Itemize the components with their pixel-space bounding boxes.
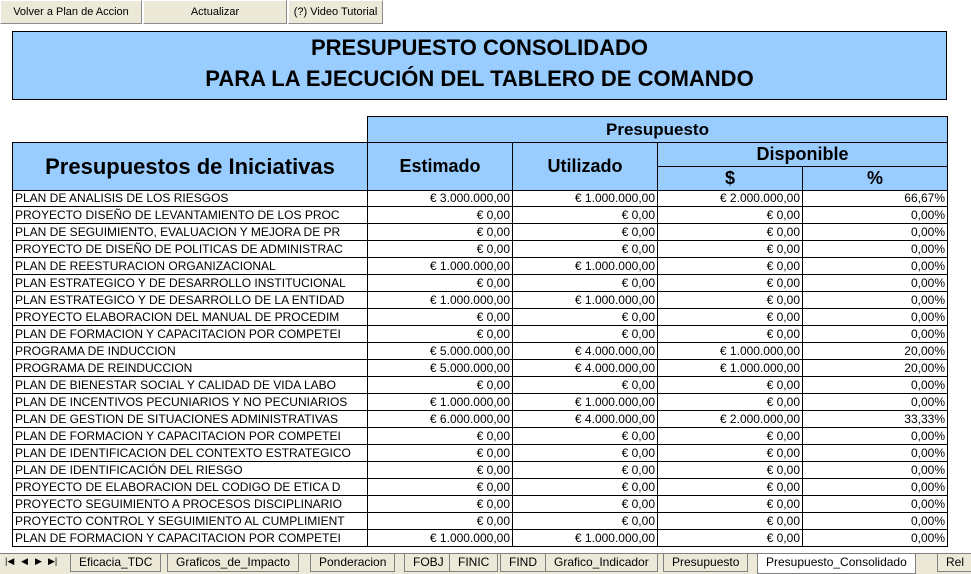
initiative-name-cell[interactable]: PROGRAMA DE REINDUCCION xyxy=(12,360,368,377)
used-cell[interactable]: € 1.000.000,00 xyxy=(513,530,658,547)
used-cell[interactable]: € 4.000.000,00 xyxy=(513,343,658,360)
initiative-name-cell[interactable]: PLAN ESTRATEGICO Y DE DESARROLLO DE LA ENTIDAD xyxy=(12,292,368,309)
estimated-cell[interactable]: € 0,00 xyxy=(368,479,513,496)
available-percent-cell[interactable]: 33,33% xyxy=(803,411,948,428)
estimated-cell[interactable]: € 0,00 xyxy=(368,224,513,241)
initiative-name-cell[interactable]: PLAN DE FORMACION Y CAPACITACION POR COMPETEI xyxy=(12,530,368,547)
table-row xyxy=(12,360,948,377)
used-cell[interactable]: € 0,00 xyxy=(513,496,658,513)
initiative-name-cell[interactable]: PLAN DE BIENESTAR SOCIAL Y CALIDAD DE VIDA LABO xyxy=(12,377,368,394)
available-percent-cell[interactable]: 0,00% xyxy=(803,258,948,275)
estimated-cell[interactable]: € 1.000.000,00 xyxy=(368,394,513,411)
estimated-cell[interactable]: € 1.000.000,00 xyxy=(368,258,513,275)
sheet-tab[interactable]: Presupuesto xyxy=(663,554,748,572)
estimated-cell[interactable]: € 0,00 xyxy=(368,326,513,343)
available-percent-cell[interactable]: 0,00% xyxy=(803,309,948,326)
available-amount-cell[interactable]: € 2.000.000,00 xyxy=(658,190,803,207)
sheet-tab-bar xyxy=(0,553,971,574)
budget-table xyxy=(12,190,948,547)
available-amount-cell[interactable]: € 0,00 xyxy=(658,428,803,445)
estimated-cell[interactable]: € 0,00 xyxy=(368,496,513,513)
initiative-name-cell[interactable]: PROYECTO DISEÑO DE LEVANTAMIENTO DE LOS PROC xyxy=(12,207,368,224)
initiative-name-cell[interactable]: PLAN DE REESTURACION ORGANIZACIONAL xyxy=(12,258,368,275)
estimated-cell[interactable]: € 0,00 xyxy=(368,309,513,326)
used-cell[interactable]: € 4.000.000,00 xyxy=(513,360,658,377)
available-percent-cell[interactable]: 0,00% xyxy=(803,513,948,530)
available-percent-cell[interactable]: 66,67% xyxy=(803,190,948,207)
available-percent-cell[interactable]: 0,00% xyxy=(803,496,948,513)
available-amount-cell[interactable]: € 0,00 xyxy=(658,224,803,241)
available-amount-cell[interactable]: € 0,00 xyxy=(658,530,803,547)
estimated-cell[interactable]: € 0,00 xyxy=(368,428,513,445)
used-cell[interactable]: € 0,00 xyxy=(513,479,658,496)
available-amount-cell[interactable]: € 0,00 xyxy=(658,377,803,394)
used-cell[interactable]: € 1.000.000,00 xyxy=(513,394,658,411)
used-cell[interactable]: € 0,00 xyxy=(513,377,658,394)
first-sheet-icon[interactable]: |◀ xyxy=(5,556,15,566)
initiative-name-cell[interactable]: PLAN DE IDENTIFICACION DEL CONTEXTO ESTRATEGICO xyxy=(12,445,368,462)
estimated-cell[interactable]: € 0,00 xyxy=(368,207,513,224)
estimated-cell[interactable]: € 5.000.000,00 xyxy=(368,360,513,377)
used-cell[interactable]: € 0,00 xyxy=(513,275,658,292)
table-row xyxy=(12,377,948,394)
next-sheet-icon[interactable]: ▶ xyxy=(35,556,42,566)
sheet-tab[interactable]: FIND xyxy=(500,554,546,572)
table-row xyxy=(12,428,948,445)
available-percent-cell[interactable]: 0,00% xyxy=(803,292,948,309)
used-cell[interactable]: € 0,00 xyxy=(513,445,658,462)
available-amount-cell[interactable]: € 0,00 xyxy=(658,513,803,530)
table-row xyxy=(12,224,948,241)
available-percent-cell[interactable]: 0,00% xyxy=(803,462,948,479)
table-row xyxy=(12,479,948,496)
last-sheet-icon[interactable]: ▶| xyxy=(48,556,58,566)
table-row xyxy=(12,513,948,530)
available-percent-cell[interactable]: 0,00% xyxy=(803,428,948,445)
used-cell[interactable]: € 1.000.000,00 xyxy=(513,292,658,309)
initiative-name-cell[interactable]: PLAN ESTRATEGICO Y DE DESARROLLO INSTITUCIONAL xyxy=(12,275,368,292)
initiative-name-cell[interactable]: PLAN DE INCENTIVOS PECUNIARIOS Y NO PECUNIARIOS xyxy=(12,394,368,411)
used-cell[interactable]: € 0,00 xyxy=(513,241,658,258)
available-percent-cell[interactable]: 0,00% xyxy=(803,394,948,411)
estimated-cell[interactable]: € 0,00 xyxy=(368,275,513,292)
estimated-cell[interactable]: € 0,00 xyxy=(368,241,513,258)
update-button[interactable]: Actualizar xyxy=(143,0,287,24)
initiative-name-cell[interactable]: PLAN DE GESTION DE SITUACIONES ADMINISTRATIVAS xyxy=(12,411,368,428)
used-cell[interactable]: € 1.000.000,00 xyxy=(513,190,658,207)
sheet-tab[interactable]: Presupuesto_Consolidado xyxy=(757,554,916,574)
initiative-name-cell[interactable]: PLAN DE SEGUIMIENTO, EVALUACION Y MEJORA DE PR xyxy=(12,224,368,241)
table-row xyxy=(12,326,948,343)
table-row xyxy=(12,530,948,547)
initiative-name-cell[interactable]: PROYECTO CONTROL Y SEGUIMIENTO AL CUMPLIMIENT xyxy=(12,513,368,530)
table-row xyxy=(12,445,948,462)
available-percent-header: % xyxy=(802,166,948,191)
used-header: Utilizado xyxy=(512,142,658,191)
estimated-cell[interactable]: € 0,00 xyxy=(368,377,513,394)
initiative-name-cell[interactable]: PLAN DE FORMACION Y CAPACITACION POR COMPETEI xyxy=(12,428,368,445)
available-amount-cell[interactable]: € 0,00 xyxy=(658,275,803,292)
available-amount-cell[interactable]: € 0,00 xyxy=(658,394,803,411)
table-row xyxy=(12,258,948,275)
initiative-name-cell[interactable]: PLAN DE FORMACION Y CAPACITACION POR COMPETEI xyxy=(12,326,368,343)
table-row xyxy=(12,275,948,292)
sheet-tab[interactable]: Graficos_de_Impacto xyxy=(167,554,299,572)
available-amount-cell[interactable]: € 0,00 xyxy=(658,445,803,462)
available-percent-cell[interactable]: 0,00% xyxy=(803,224,948,241)
table-row xyxy=(12,241,948,258)
video-tutorial-button[interactable]: (?) Video Tutorial xyxy=(288,0,383,24)
available-header: Disponible xyxy=(657,142,948,167)
used-cell[interactable]: € 0,00 xyxy=(513,462,658,479)
available-percent-cell[interactable]: 0,00% xyxy=(803,377,948,394)
prev-sheet-icon[interactable]: ◀ xyxy=(21,556,28,566)
table-row xyxy=(12,394,948,411)
estimated-cell[interactable]: € 5.000.000,00 xyxy=(368,343,513,360)
available-amount-cell[interactable]: € 0,00 xyxy=(658,207,803,224)
sheet-tab[interactable]: Eficacia_TDC xyxy=(70,554,161,572)
page-title xyxy=(12,31,947,100)
available-amount-cell[interactable]: € 0,00 xyxy=(658,309,803,326)
used-cell[interactable]: € 1.000.000,00 xyxy=(513,258,658,275)
sheet-tab[interactable]: Rel xyxy=(937,554,971,572)
used-cell[interactable]: € 4.000.000,00 xyxy=(513,411,658,428)
available-amount-cell[interactable]: € 0,00 xyxy=(658,241,803,258)
available-percent-cell[interactable]: 0,00% xyxy=(803,241,948,258)
used-cell[interactable]: € 0,00 xyxy=(513,224,658,241)
used-cell[interactable]: € 0,00 xyxy=(513,207,658,224)
available-percent-cell[interactable]: 0,00% xyxy=(803,530,948,547)
table-row xyxy=(12,411,948,428)
available-percent-cell[interactable]: 0,00% xyxy=(803,207,948,224)
used-cell[interactable]: € 0,00 xyxy=(513,428,658,445)
estimated-cell[interactable]: € 0,00 xyxy=(368,462,513,479)
used-cell[interactable]: € 0,00 xyxy=(513,326,658,343)
estimated-cell[interactable]: € 0,00 xyxy=(368,445,513,462)
estimated-cell[interactable]: € 1.000.000,00 xyxy=(368,292,513,309)
available-percent-cell[interactable]: 20,00% xyxy=(803,343,948,360)
estimated-header: Estimado xyxy=(367,142,513,191)
available-amount-header: $ xyxy=(657,166,803,191)
initiative-name-cell[interactable]: PROGRAMA DE INDUCCION xyxy=(12,343,368,360)
initiative-name-cell[interactable]: PROYECTO SEGUIMIENTO A PROCESOS DISCIPLINARIO xyxy=(12,496,368,513)
sheet-tab[interactable]: Grafico_Indicador xyxy=(545,554,658,572)
title-line-1: PRESUPUESTO CONSOLIDADO xyxy=(311,35,648,60)
table-row xyxy=(12,343,948,360)
back-to-action-plan-button[interactable]: Volver a Plan de Accion xyxy=(0,0,142,24)
table-row xyxy=(12,207,948,224)
available-percent-cell[interactable]: 0,00% xyxy=(803,326,948,343)
budget-group-header: Presupuesto xyxy=(367,116,948,143)
table-row xyxy=(12,462,948,479)
used-cell[interactable]: € 0,00 xyxy=(513,513,658,530)
estimated-cell[interactable]: € 1.000.000,00 xyxy=(368,530,513,547)
initiative-name-cell[interactable]: PROYECTO DE ELABORACION DEL CODIGO DE ETICA D xyxy=(12,479,368,496)
sheet-tab[interactable]: Ponderacion xyxy=(310,554,395,572)
sheet-tab[interactable]: FINIC xyxy=(449,554,498,572)
used-cell[interactable]: € 0,00 xyxy=(513,309,658,326)
table-row xyxy=(12,190,948,207)
available-amount-cell[interactable]: € 0,00 xyxy=(658,462,803,479)
available-percent-cell[interactable]: 0,00% xyxy=(803,479,948,496)
available-percent-cell[interactable]: 0,00% xyxy=(803,275,948,292)
estimated-cell[interactable]: € 0,00 xyxy=(368,513,513,530)
table-row xyxy=(12,309,948,326)
table-row xyxy=(12,292,948,309)
initiative-name-cell[interactable]: PROYECTO DE DISEÑO DE POLITICAS DE ADMINISTRAC xyxy=(12,241,368,258)
title-line-2: PARA LA EJECUCIÓN DEL TABLERO DE COMANDO xyxy=(205,66,754,91)
initiative-name-cell[interactable]: PLAN DE ANALISIS DE LOS RIESGOS xyxy=(12,190,368,207)
available-percent-cell[interactable]: 20,00% xyxy=(803,360,948,377)
initiative-name-cell[interactable]: PROYECTO ELABORACION DEL MANUAL DE PROCEDIM xyxy=(12,309,368,326)
available-amount-cell[interactable]: € 0,00 xyxy=(658,292,803,309)
available-amount-cell[interactable]: € 0,00 xyxy=(658,479,803,496)
available-amount-cell[interactable]: € 0,00 xyxy=(658,326,803,343)
available-amount-cell[interactable]: € 1.000.000,00 xyxy=(658,343,803,360)
estimated-cell[interactable]: € 3.000.000,00 xyxy=(368,190,513,207)
available-amount-cell[interactable]: € 1.000.000,00 xyxy=(658,360,803,377)
available-amount-cell[interactable]: € 2.000.000,00 xyxy=(658,411,803,428)
available-percent-cell[interactable]: 0,00% xyxy=(803,445,948,462)
table-row xyxy=(12,496,948,513)
initiative-name-cell[interactable]: PLAN DE IDENTIFICACIÓN DEL RIESGO xyxy=(12,462,368,479)
sheet-tab[interactable]: FOBJ xyxy=(404,554,453,572)
initiatives-header: Presupuestos de Iniciativas xyxy=(12,142,368,191)
available-amount-cell[interactable]: € 0,00 xyxy=(658,496,803,513)
available-amount-cell[interactable]: € 0,00 xyxy=(658,258,803,275)
estimated-cell[interactable]: € 6.000.000,00 xyxy=(368,411,513,428)
